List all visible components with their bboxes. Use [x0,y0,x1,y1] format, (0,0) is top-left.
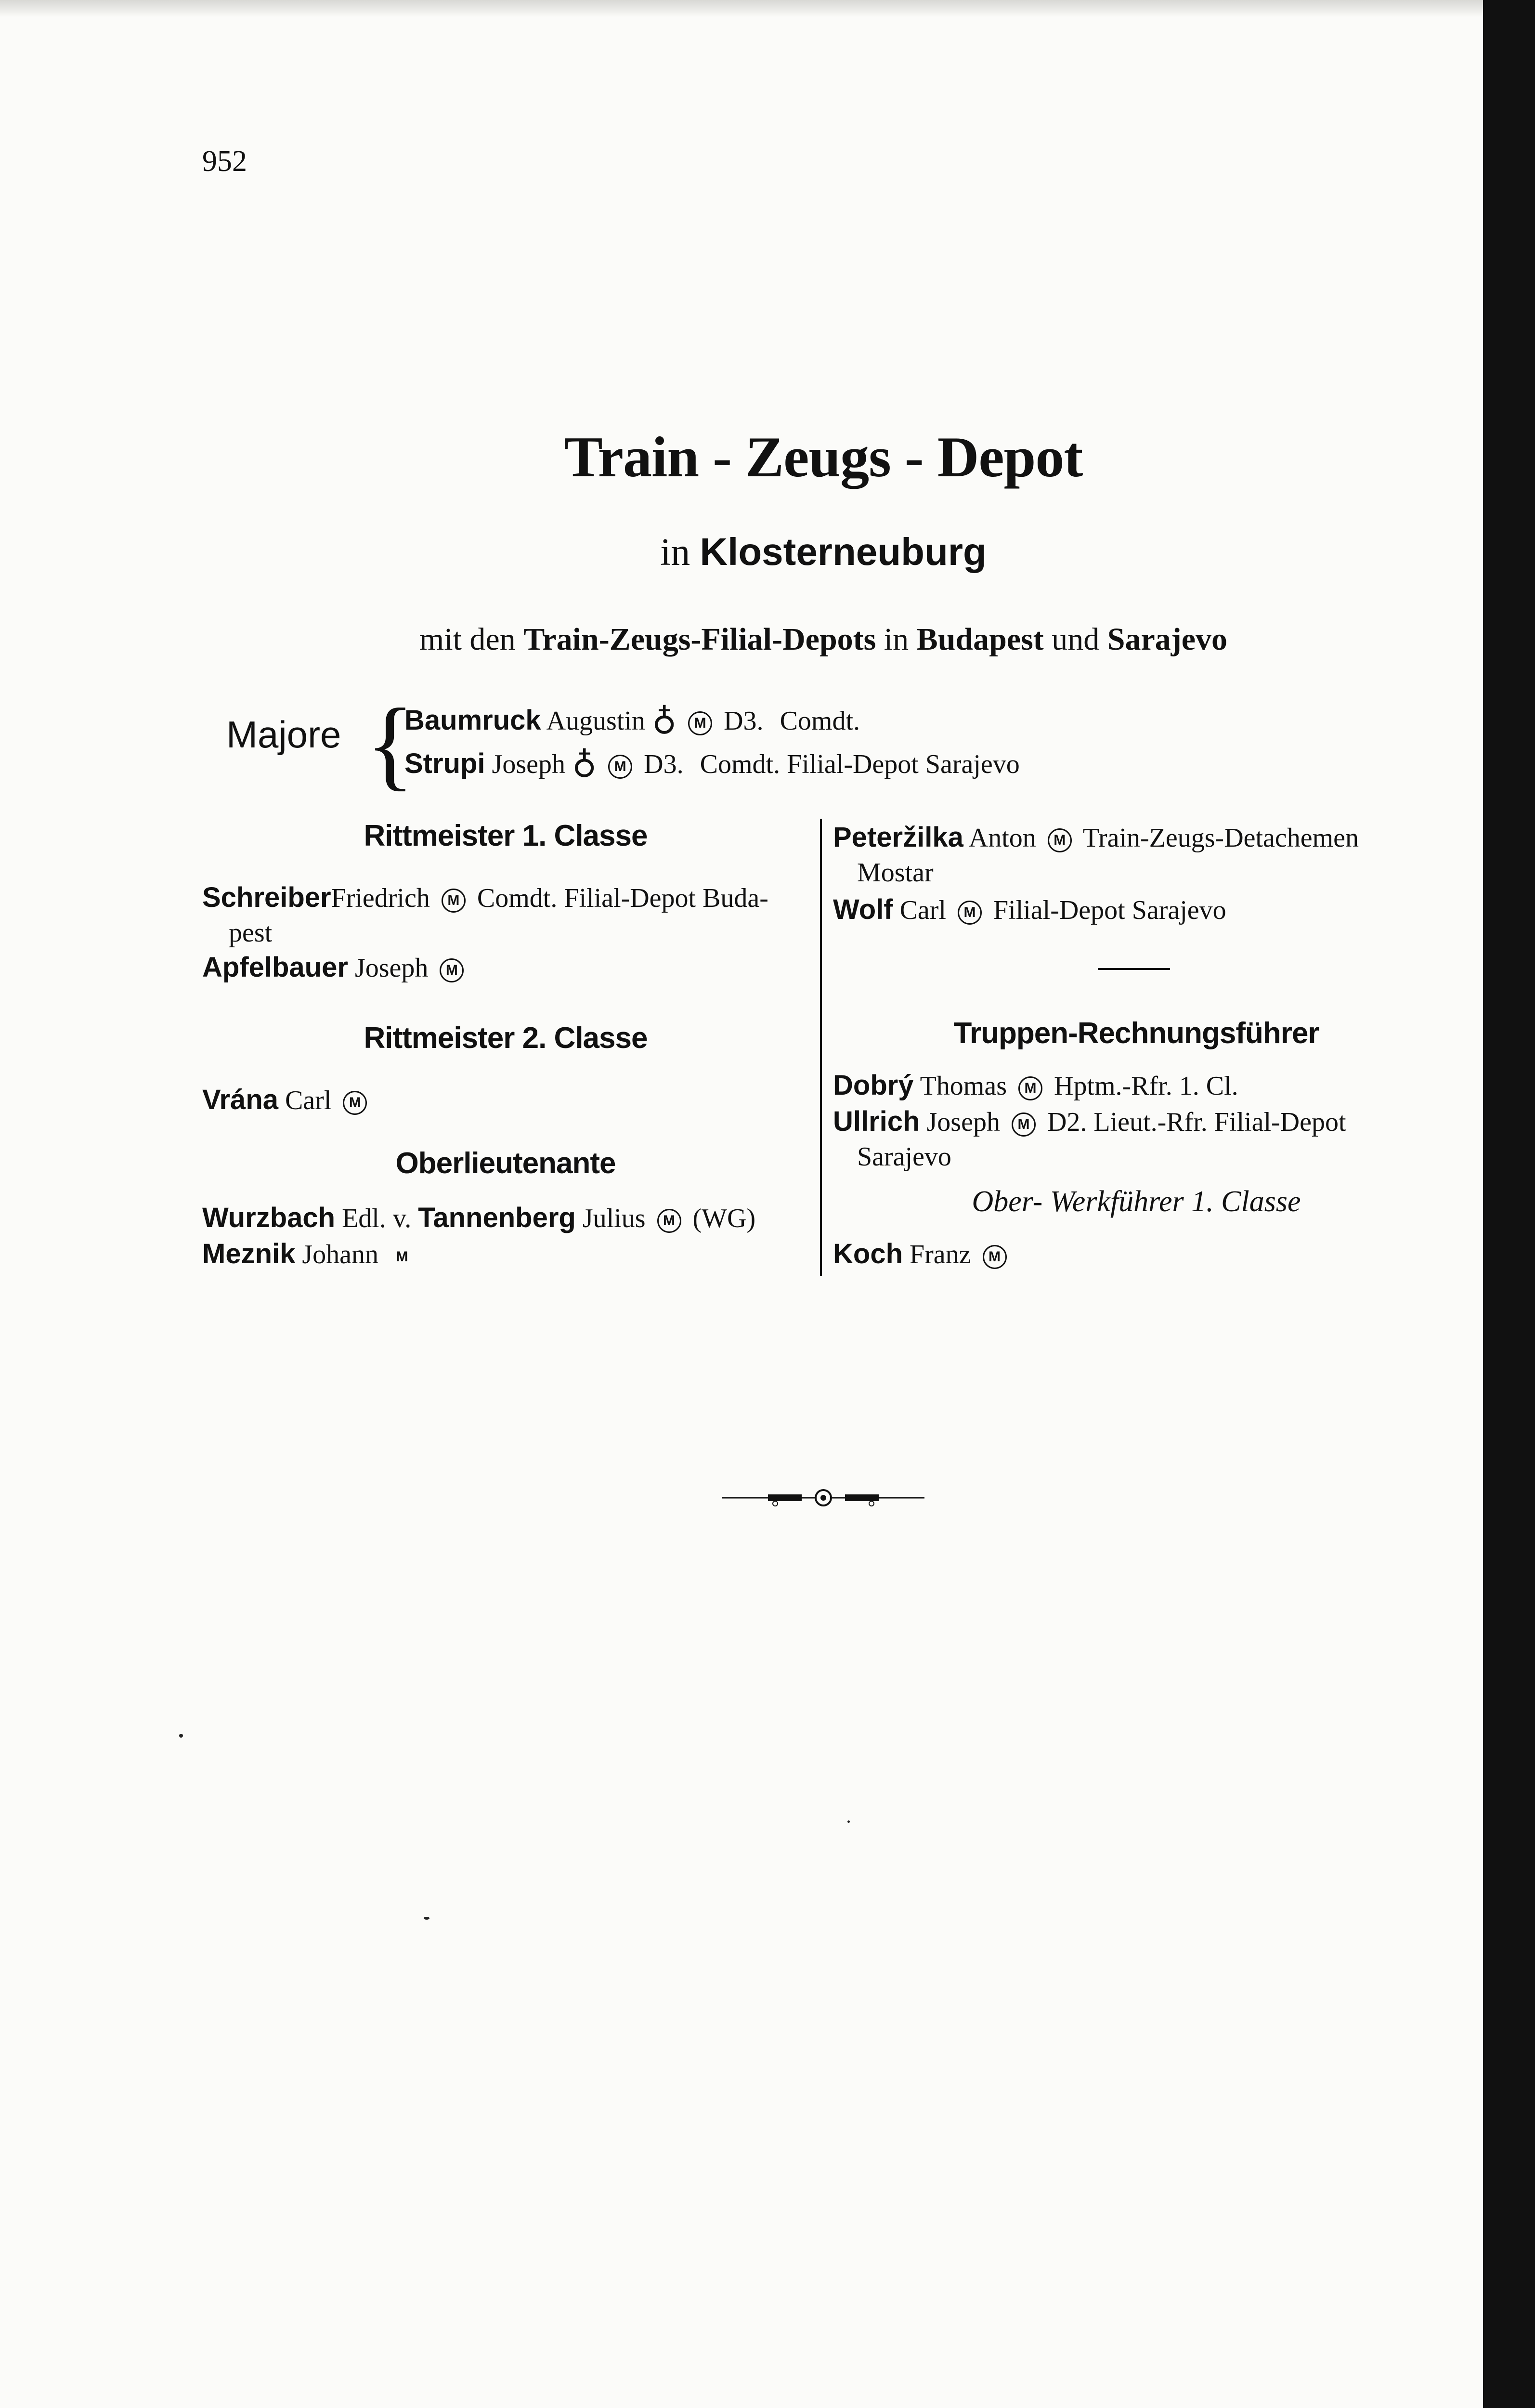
list-item-continuation: pest [229,918,273,948]
list-item-continuation: Sarajevo [857,1142,951,1172]
entry-note: Lieut.-Rfr. Filial-Depot [1093,1107,1346,1137]
entry-firstname: Friedrich [331,883,430,913]
m-badge-icon: M [396,1249,408,1265]
list-item [202,1238,419,1270]
list-item [202,1202,755,1234]
entry-particle: Edl. v. [342,1204,412,1233]
location-line [0,530,1535,575]
entry-surname: Vrána [202,1084,278,1115]
m-badge-icon: M [343,1091,367,1115]
entry-surname-2: Tannenberg [418,1202,576,1233]
entry-surname: Apfelbauer [202,952,348,983]
section-header-truppen-rechnungsfuehrer: Truppen-Rechnungsführer [953,1017,1319,1050]
m-badge-icon: M [657,1209,681,1233]
m-badge-icon: M [958,901,982,925]
majore-entry [404,698,860,738]
section-header-oberlieutenante: Oberlieutenante [395,1147,616,1180]
entry-firstname: Johann [302,1240,379,1269]
m-badge-icon: M [442,889,466,913]
subtitle-city2: Sarajevo [1107,622,1228,657]
location-prefix: in [660,531,690,574]
m-badge-icon: M [983,1245,1007,1269]
entry-surname: Peteržilka [833,822,963,853]
subtitle-pre: mit den [419,622,516,657]
subtitle-mid: in [884,622,909,657]
entry-surname: Wolf [833,894,893,925]
entry-note: Comdt. Filial-Depot Sarajevo [700,749,1020,779]
page-number: 952 [202,145,247,178]
m-badge-icon: M [1018,1076,1042,1100]
entry-firstname: Joseph [926,1107,1000,1137]
entry-firstname: Anton [968,823,1036,853]
entry-firstname: Franz [910,1240,971,1269]
medal-icon: ♁ [651,700,677,737]
entry-grade: D3. [724,706,764,736]
scan-speck [847,1820,850,1823]
entry-note: Train-Zeugs-Detachemen [1082,823,1359,853]
entry-firstname: Julius [582,1204,646,1233]
section-header-rittmeister-2: Rittmeister 2. Classe [364,1021,648,1055]
short-divider [1098,968,1170,970]
entry-firstname: Carl [899,895,946,925]
entry-note: (WG) [692,1204,756,1233]
list-item [202,881,768,914]
list-item [833,1238,1012,1270]
list-item [833,893,1226,926]
list-item [833,1105,1346,1138]
entry-surname: Ullrich [833,1106,920,1137]
entry-note: Comdt. Filial-Depot Buda- [477,883,768,913]
entry-grade: D2. [1047,1107,1087,1137]
scan-edge-right [1483,0,1535,2408]
page-title: Train - Zeugs - Depot [564,425,1083,489]
entry-firstname: Augustin [546,706,645,736]
list-item-continuation: Mostar [857,858,934,888]
entry-surname: Koch [833,1238,903,1269]
subtitle-city1: Budapest [916,622,1044,657]
section-header-rittmeister-1: Rittmeister 1. Classe [364,819,648,852]
majore-entry [404,742,1020,782]
list-item [833,821,1359,853]
list-item [202,1084,372,1116]
m-badge-icon: M [608,755,632,779]
medal-icon: ♁ [572,744,597,781]
list-item [202,951,468,983]
entry-note: Filial-Depot Sarajevo [993,895,1226,925]
majore-brace: { [366,688,415,800]
majore-label: Majore [226,713,341,756]
entry-note: Comdt. [780,706,860,736]
section-header-ober-werkfuehrer: Ober- Werkführer 1. Classe [972,1185,1301,1218]
subtitle-line [0,621,1535,658]
location-place: Klosterneuburg [700,530,987,573]
subtitle-conj: und [1052,622,1100,657]
entry-grade: D3. [644,749,684,779]
scan-edge-top [0,0,1483,17]
entry-surname: Meznik [202,1238,296,1269]
entry-surname: Dobrý [833,1070,914,1101]
subtitle-depots: Train-Zeugs-Filial-Depots [523,622,876,657]
scan-speck [179,1734,183,1738]
list-item [833,1069,1238,1101]
column-divider [820,819,822,1276]
entry-firstname: Joseph [492,749,565,779]
entry-surname: Baumruck [404,705,541,736]
entry-surname: Schreiber [202,882,331,913]
m-badge-icon: M [688,711,712,735]
entry-firstname: Thomas [920,1071,1007,1101]
entry-note: Hptm.-Rfr. 1. Cl. [1054,1071,1238,1101]
entry-firstname: Carl [285,1086,332,1115]
entry-surname: Wurzbach [202,1202,336,1233]
ornament-divider-icon [722,1488,924,1507]
m-badge-icon: M [440,958,464,982]
m-badge-icon: M [1012,1112,1036,1137]
entry-firstname: Joseph [354,953,429,983]
entry-surname: Strupi [404,748,485,779]
scan-speck [424,1917,429,1920]
m-badge-icon: M [1048,828,1072,852]
